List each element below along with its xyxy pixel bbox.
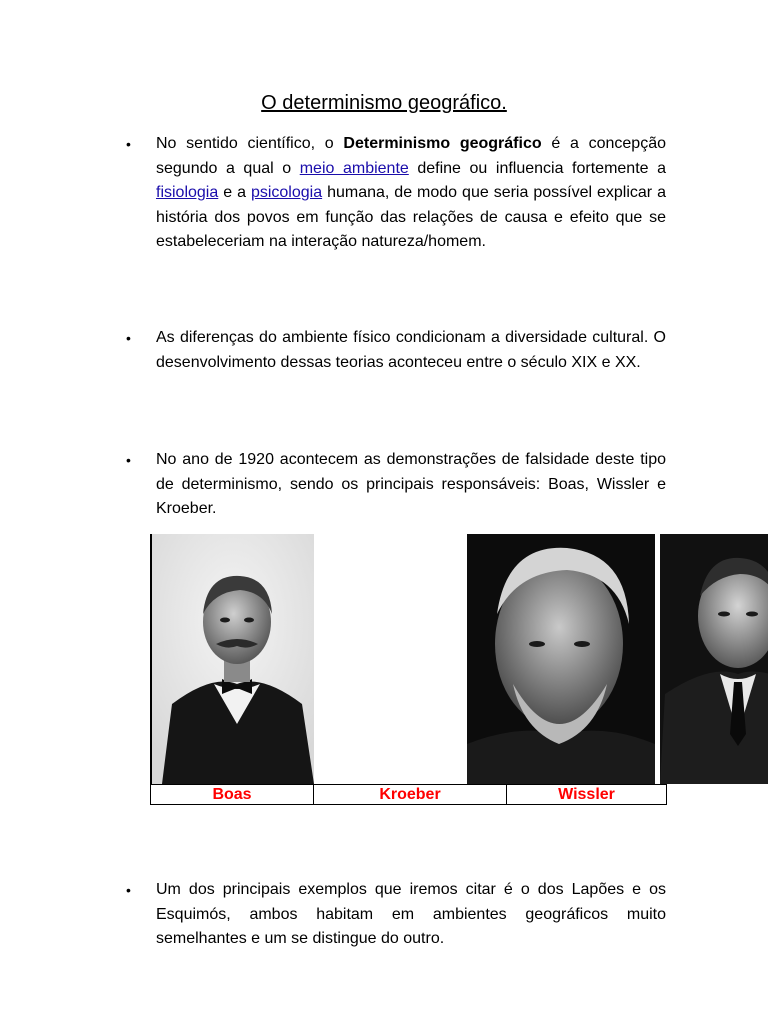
paragraph-text: [156, 132, 666, 255]
text-segment: é a concepção segundo a qual o: [156, 135, 666, 177]
photo-table: [150, 534, 667, 805]
portrait-wissler: [660, 534, 768, 784]
list-item: [126, 326, 666, 375]
caption-wissler: Wissler: [506, 785, 666, 804]
bullet-icon: •: [126, 136, 131, 152]
caption-boas: Boas: [212, 786, 252, 803]
bullet-icon: •: [126, 882, 131, 898]
link-meio-ambiente[interactable]: meio ambiente: [299, 159, 409, 177]
list-item: [126, 132, 666, 255]
paragraph-text: No ano de 1920 acontecem as demonstrações de falsidade deste tipo de determinismo, sendo os principais responsáveis: Boas, Wissler e Kroeber.: [156, 451, 666, 517]
list-item: [126, 448, 666, 522]
page-title: O determinismo geográfico.: [261, 92, 507, 114]
paragraph-text: As diferenças do ambiente físico condicionam a diversidade cultural. O desenvolvimento dessas teorias aconteceu entre o século XIX e XX.: [156, 329, 666, 371]
text-segment: define ou influencia fortemente a: [408, 159, 667, 177]
portrait-boas: [152, 534, 459, 784]
portrait-kroeber: [467, 534, 655, 784]
caption-row: [150, 784, 667, 805]
text-segment: No sentido científico, o: [156, 135, 344, 152]
list-item: [126, 878, 666, 952]
bullet-icon: •: [126, 330, 131, 346]
bullet-icon: •: [126, 452, 131, 468]
link-psicologia[interactable]: psicologia: [250, 184, 323, 201]
paragraph-text: Um dos principais exemplos que iremos citar é o dos Lapões e os Esquimós, ambos habitam em ambientes geográficos muito semelhantes e um se distingue do outro.: [156, 881, 666, 947]
bold-term: Determinismo geográfico: [343, 135, 542, 152]
text-segment: e a: [218, 184, 251, 201]
caption-kroeber: Kroeber: [313, 785, 506, 804]
link-fisiologia[interactable]: fisiologia: [156, 184, 219, 201]
text-segment: humana, de modo que seria possível explicar a história dos povos em função das relações de causa e efeito que se estabeleceriam na interação natureza/homem.: [156, 184, 666, 250]
